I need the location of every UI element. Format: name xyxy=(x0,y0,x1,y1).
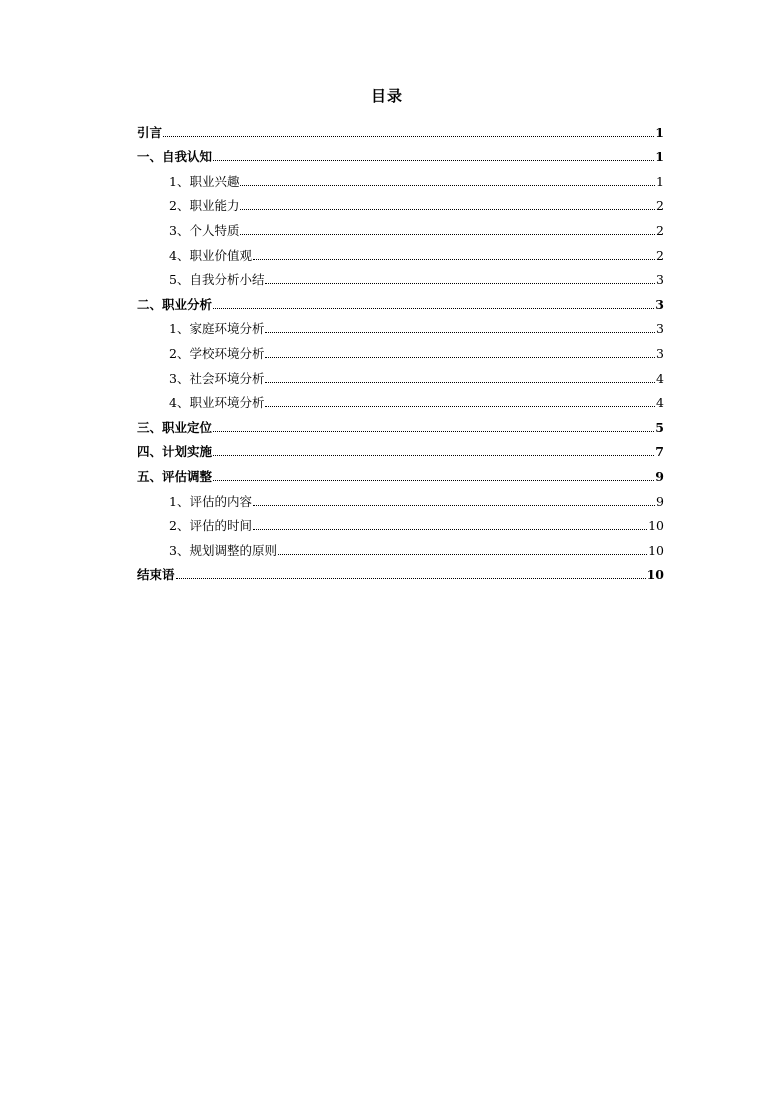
toc-dot-leader xyxy=(265,406,655,407)
toc-entry-page-number: 2 xyxy=(656,198,664,214)
toc-entry-page-number: 10 xyxy=(648,542,664,558)
toc-entry-label: 2、职业能力 xyxy=(169,198,240,214)
toc-entry-label: 1、家庭环境分析 xyxy=(169,321,265,337)
toc-dot-leader xyxy=(278,554,647,555)
toc-entry-label: 2、评估的时间 xyxy=(169,518,252,534)
toc-entry-section[interactable] xyxy=(137,533,664,558)
toc-entry-page-number: 10 xyxy=(648,518,664,534)
toc-dot-leader xyxy=(213,308,654,309)
toc-entry-page-number: 1 xyxy=(655,149,664,165)
toc-entry-label: 4、职业价值观 xyxy=(169,247,252,263)
toc-entry-page-number: 1 xyxy=(655,124,664,140)
toc-dot-leader xyxy=(213,480,654,481)
toc-entry-section[interactable] xyxy=(137,164,664,189)
toc-entry-label: 2、学校环境分析 xyxy=(169,345,265,361)
toc-entry-page-number: 4 xyxy=(656,395,664,411)
toc-entry-section[interactable] xyxy=(137,263,664,288)
toc-dot-leader xyxy=(213,160,654,161)
toc-entry-page-number: 3 xyxy=(656,321,664,337)
toc-title: 目录 xyxy=(370,87,403,105)
toc-dot-leader xyxy=(253,259,655,260)
toc-dot-leader xyxy=(213,431,654,432)
toc-entry-page-number: 9 xyxy=(655,468,664,484)
toc-dot-leader xyxy=(240,234,655,235)
toc-entry-section[interactable] xyxy=(137,361,664,386)
toc-dot-leader xyxy=(240,209,655,210)
toc-entry-chapter[interactable] xyxy=(137,115,664,140)
toc-entry-label: 二、职业分析 xyxy=(137,296,213,312)
toc-dot-leader xyxy=(253,505,655,506)
toc-dot-leader xyxy=(265,382,655,383)
table-of-contents xyxy=(137,115,664,582)
toc-entry-label: 3、个人特质 xyxy=(169,222,240,238)
toc-entry-page-number: 10 xyxy=(646,567,664,583)
toc-entry-chapter[interactable] xyxy=(137,459,664,484)
toc-dot-leader xyxy=(163,136,654,137)
toc-entry-label: 1、评估的内容 xyxy=(169,493,252,509)
toc-entry-section[interactable] xyxy=(137,336,664,361)
toc-entry-chapter[interactable] xyxy=(137,140,664,165)
toc-entry-section[interactable] xyxy=(137,509,664,534)
toc-entry-label: 5、自我分析小结 xyxy=(169,272,265,288)
toc-entry-label: 3、社会环境分析 xyxy=(169,370,265,386)
toc-entry-label: 一、自我认知 xyxy=(137,149,213,165)
toc-entry-section[interactable] xyxy=(137,213,664,238)
toc-entry-section[interactable] xyxy=(137,189,664,214)
toc-entry-page-number: 3 xyxy=(656,345,664,361)
toc-entry-section[interactable] xyxy=(137,238,664,263)
toc-entry-label: 三、职业定位 xyxy=(137,419,213,435)
toc-entry-chapter[interactable] xyxy=(137,558,664,583)
toc-entry-page-number: 3 xyxy=(656,272,664,288)
toc-dot-leader xyxy=(265,332,655,333)
toc-dot-leader xyxy=(213,455,654,456)
toc-entry-page-number: 9 xyxy=(656,493,664,509)
toc-entry-label: 4、职业环境分析 xyxy=(169,395,265,411)
toc-entry-page-number: 7 xyxy=(655,444,664,460)
toc-dot-leader xyxy=(240,185,655,186)
toc-dot-leader xyxy=(265,283,655,284)
toc-entry-chapter[interactable] xyxy=(137,410,664,435)
toc-entry-chapter[interactable] xyxy=(137,287,664,312)
toc-entry-section[interactable] xyxy=(137,386,664,411)
toc-dot-leader xyxy=(253,529,647,530)
toc-entry-page-number: 3 xyxy=(655,296,664,312)
toc-entry-label: 五、评估调整 xyxy=(137,468,213,484)
toc-entry-page-number: 1 xyxy=(656,173,664,189)
toc-entry-section[interactable] xyxy=(137,484,664,509)
toc-entry-label: 四、计划实施 xyxy=(137,444,213,460)
toc-dot-leader xyxy=(265,357,655,358)
toc-entry-page-number: 2 xyxy=(656,222,664,238)
toc-dot-leader xyxy=(176,578,646,579)
toc-entry-chapter[interactable] xyxy=(137,435,664,460)
toc-entry-page-number: 5 xyxy=(655,419,664,435)
toc-entry-page-number: 2 xyxy=(656,247,664,263)
toc-entry-page-number: 4 xyxy=(656,370,664,386)
toc-entry-label: 结束语 xyxy=(137,567,175,583)
toc-entry-label: 1、职业兴趣 xyxy=(169,173,240,189)
toc-entry-label: 引言 xyxy=(137,124,163,140)
toc-entry-label: 3、规划调整的原则 xyxy=(169,542,277,558)
toc-entry-section[interactable] xyxy=(137,312,664,337)
